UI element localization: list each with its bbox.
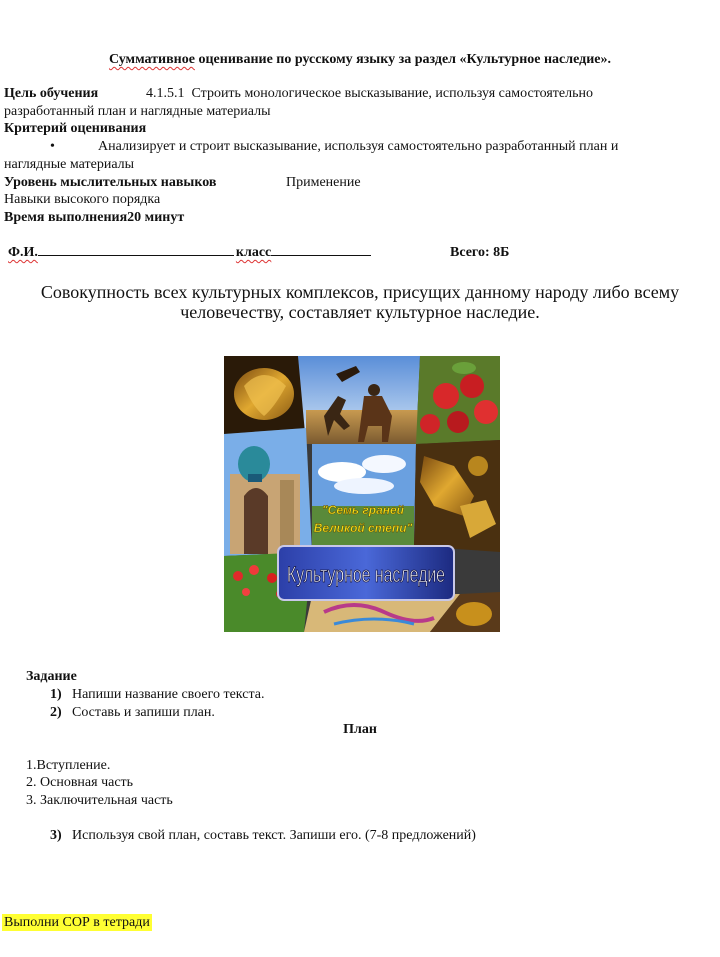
plan-item-2: 2. Основная часть (26, 775, 134, 790)
collage-caption-bottom: Великой степи" (313, 521, 413, 535)
thinking-level-value2: Навыки высокого порядка (4, 192, 161, 207)
time-value: 20 минут (127, 210, 185, 225)
class-blank (271, 255, 371, 256)
task-item-1 (50, 687, 264, 703)
task-item-1-num: 1) (50, 687, 62, 702)
goal-text-line1 (146, 86, 593, 102)
task-item-1-text: Напиши название своего текста. (72, 687, 265, 702)
thinking-level-value: Применение (286, 175, 361, 190)
footer-highlight: Выполни СОР в тетради (4, 915, 150, 930)
collage-banner-text: Культурное наследие (287, 562, 445, 587)
task-heading: Задание (26, 669, 77, 684)
total-score: Всего: 8Б (450, 245, 510, 260)
footer-instruction (2, 915, 152, 931)
task-item-2-text: Составь и запиши план. (72, 705, 215, 720)
title-underlined-word: Суммативное (108, 52, 195, 67)
plan-heading: План (343, 722, 377, 737)
criterion-label: Критерий оценивания (4, 121, 147, 136)
class-label: класс (235, 245, 272, 260)
criterion-bullet: • (50, 139, 55, 154)
task-item-3-num: 3) (50, 828, 62, 843)
goal-text-line2: разработанный план и наглядные материалы (4, 104, 271, 119)
statement-text: Совокупность всех культурных комплексов, присущих данному народу либо всему человечеству, составляет культурное наследие. (40, 282, 680, 322)
student-line (8, 245, 371, 261)
page-title (0, 52, 720, 68)
thinking-level-label: Уровень мыслительных навыков (4, 175, 217, 190)
task-item-2 (50, 705, 215, 721)
plan-item-3: 3. Заключительная часть (26, 793, 173, 808)
criterion-text-line1: Анализирует и строит высказывание, используя самостоятельно разработанный план и (98, 139, 619, 154)
goal-row (4, 86, 98, 102)
plan-item-1: 1.Вступление. (26, 758, 111, 773)
task-item-3-text: Используя свой план, составь текст. Запиши его. (7-8 предложений) (72, 828, 476, 843)
goal-label: Цель обучения (4, 86, 99, 101)
task-item-3 (50, 828, 476, 844)
goal-code: 4.1.5.1 (146, 86, 185, 101)
cultural-heritage-collage (224, 356, 500, 632)
goal-text1: Строить монологическое высказывание, используя самостоятельно (191, 86, 593, 101)
time-row (4, 210, 184, 226)
title-rest: оценивание по русскому языку за раздел «Культурное наследие». (194, 52, 612, 67)
collage-caption-top: "Семь граней (321, 503, 405, 517)
fio-label: Ф.И. (8, 245, 38, 260)
criterion-text-line2: наглядные материалы (4, 157, 135, 172)
task-item-2-num: 2) (50, 705, 62, 720)
time-label: Время выполнения (4, 210, 128, 225)
fio-blank (38, 255, 234, 256)
